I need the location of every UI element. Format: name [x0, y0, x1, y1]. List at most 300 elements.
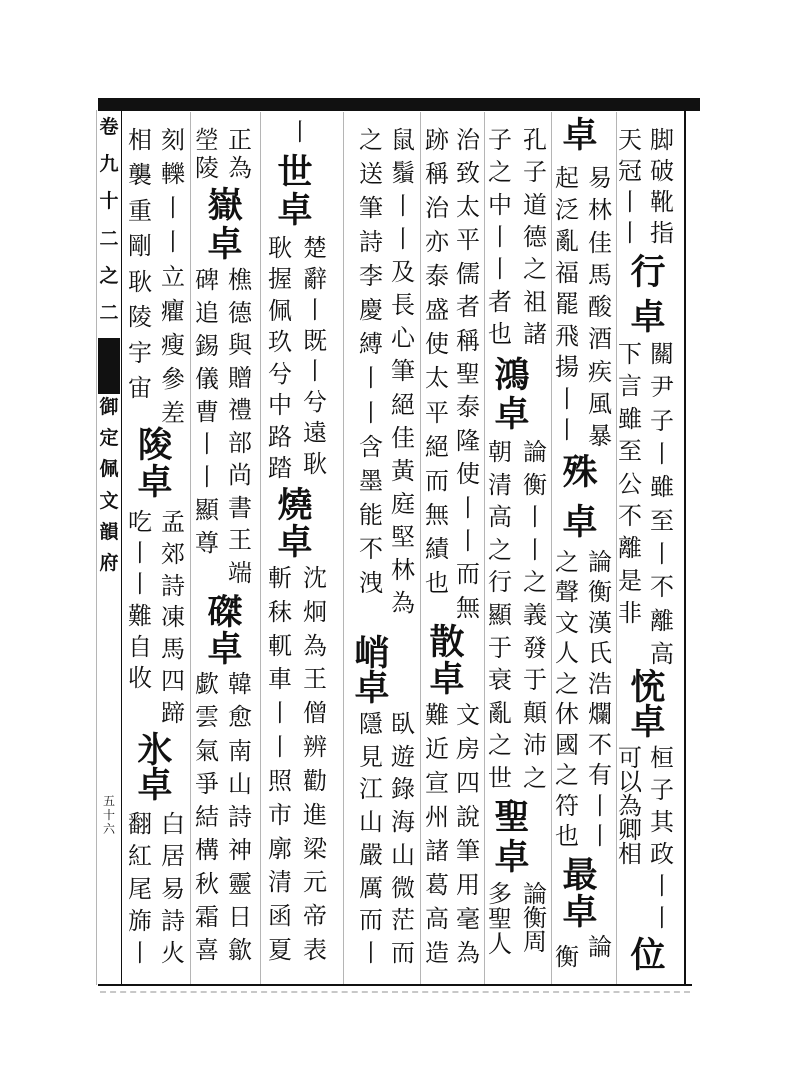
glyph: 筆 — [456, 837, 480, 865]
glyph: 氏 — [588, 639, 612, 668]
glyph: 丨 — [618, 188, 642, 216]
glyph: 卓 — [277, 522, 313, 563]
continuation-char — [285, 120, 315, 148]
glyph: 清 — [268, 868, 292, 897]
glyph: 丨 — [650, 439, 674, 468]
glyph: 殊 — [562, 452, 598, 493]
glyph: 丨 — [456, 493, 480, 522]
glyph: 卓 — [429, 659, 465, 700]
headword — [273, 485, 317, 563]
glyph: 鼠 — [391, 126, 415, 154]
glyph: 丨 — [650, 539, 674, 568]
glyph: 車 — [268, 665, 292, 694]
bottom-border — [98, 984, 692, 986]
glyph: 于 — [523, 666, 547, 695]
glyph: 之 — [555, 761, 579, 790]
glyph: 定 — [99, 427, 119, 450]
glyph: 高 — [650, 639, 674, 668]
glyph: 也 — [555, 821, 579, 850]
glyph: 人 — [555, 639, 579, 668]
glyph: 丨 — [523, 535, 547, 564]
glyph: 送 — [359, 160, 383, 189]
glyph: 堅 — [391, 522, 415, 551]
glyph: 衡 — [588, 578, 612, 607]
glyph: 其 — [650, 808, 674, 836]
glyph: 國 — [555, 730, 579, 759]
glyph: 酸 — [588, 293, 612, 321]
glyph: 不 — [650, 573, 674, 602]
headword — [626, 667, 670, 743]
glyph: 卓 — [354, 668, 390, 709]
annotation-right — [585, 550, 615, 848]
glyph: 無 — [456, 593, 480, 622]
glyph: 四 — [161, 667, 185, 696]
glyph: 風 — [588, 389, 612, 418]
glyph: 宣 — [425, 769, 449, 797]
glyph: 卓 — [562, 892, 598, 933]
glyph: 中 — [488, 190, 512, 219]
glyph: 聖 — [456, 359, 480, 388]
glyph: 峭 — [354, 633, 390, 674]
glyph: 丨 — [161, 194, 185, 223]
glyph: 照 — [268, 766, 292, 795]
glyph: 泛 — [555, 195, 579, 224]
glyph: 用 — [456, 871, 480, 899]
glyph: 沈 — [303, 564, 327, 592]
glyph: 之 — [488, 158, 512, 187]
glyph: 德 — [523, 222, 547, 251]
annotation-right — [520, 882, 550, 954]
glyph: 孟 — [161, 508, 185, 536]
glyph: 使 — [425, 330, 449, 359]
glyph: 火 — [161, 939, 185, 967]
glyph: 丨 — [161, 228, 185, 257]
glyph: 帝 — [303, 902, 327, 931]
glyph: 耿 — [303, 449, 327, 478]
glyph: 陖 — [137, 425, 173, 466]
glyph: 結 — [195, 803, 219, 831]
annotation-right — [225, 128, 255, 180]
glyph: 離 — [650, 606, 674, 635]
glyph: 亂 — [555, 227, 579, 255]
glyph: 有 — [588, 761, 612, 790]
glyph: 鴻 — [494, 355, 530, 396]
glyph: 行 — [488, 568, 512, 597]
glyph: 德 — [228, 298, 252, 327]
annotation-left — [356, 712, 386, 965]
annotation-right — [158, 128, 188, 425]
glyph: 丨 — [523, 503, 547, 532]
glyph: 斬 — [268, 564, 292, 592]
glyph: 亦 — [425, 228, 449, 257]
glyph: 陵 — [128, 303, 152, 332]
column-rule — [420, 112, 421, 984]
glyph: 諸 — [425, 837, 449, 865]
top-border-bar — [98, 98, 700, 111]
annotation-right — [158, 510, 188, 725]
glyph: 元 — [303, 868, 327, 897]
glyph: 丨 — [555, 384, 579, 413]
glyph: 丨 — [650, 872, 674, 900]
annotation-left — [552, 550, 582, 848]
glyph: 紅 — [128, 842, 152, 871]
glyph: 洩 — [359, 568, 383, 597]
annotation-left — [125, 812, 155, 965]
glyph: 絕 — [425, 432, 449, 461]
outer-left-edge — [96, 110, 97, 985]
glyph: 泰 — [456, 393, 480, 422]
glyph: 人 — [488, 930, 512, 958]
glyph: 禮 — [228, 396, 252, 425]
glyph: 為 — [228, 154, 252, 182]
glyph: 構 — [195, 836, 219, 865]
column-rule — [190, 112, 191, 984]
glyph: 襲 — [128, 161, 152, 190]
glyph: 耿 — [268, 234, 292, 262]
glyph: 而 — [456, 560, 480, 589]
glyph: 軏 — [268, 631, 292, 660]
glyph: 于 — [488, 633, 512, 662]
glyph: 為 — [303, 631, 327, 660]
annotation-right — [388, 128, 418, 615]
glyph: 酒 — [588, 325, 612, 354]
annotation-left — [192, 672, 222, 962]
glyph: 臥 — [391, 710, 415, 738]
glyph: 差 — [161, 399, 185, 427]
glyph: 王 — [303, 665, 327, 694]
glyph: 進 — [303, 800, 327, 829]
annotation-right — [585, 166, 615, 448]
glyph: 丨 — [588, 821, 612, 850]
glyph: 而 — [425, 466, 449, 495]
glyph: 厲 — [359, 873, 383, 902]
glyph: 無 — [425, 500, 449, 529]
annotation-right — [225, 672, 255, 962]
glyph: 兮 — [303, 388, 327, 417]
annotation-right — [453, 128, 483, 620]
headword — [626, 252, 670, 338]
glyph: 論 — [588, 548, 612, 576]
glyph: 疾 — [588, 357, 612, 386]
glyph: 秣 — [268, 597, 292, 626]
glyph: 儀 — [195, 364, 219, 393]
glyph: 瘦 — [161, 330, 185, 359]
glyph: 亂 — [488, 698, 512, 727]
glyph: 蹄 — [161, 698, 185, 727]
glyph: 炯 — [303, 597, 327, 626]
glyph: 使 — [456, 460, 480, 489]
glyph: 歔 — [195, 670, 219, 698]
glyph: 丨 — [359, 398, 383, 427]
glyph: 陵 — [195, 154, 219, 182]
glyph: 中 — [268, 391, 292, 420]
glyph: 追 — [195, 298, 219, 327]
annotation-left — [485, 128, 515, 346]
glyph: 遠 — [303, 419, 327, 448]
glyph: 贈 — [228, 363, 252, 392]
glyph: 重 — [128, 196, 152, 225]
annotation-right — [647, 128, 677, 245]
glyph: 丨 — [650, 904, 674, 932]
headword — [133, 730, 177, 806]
glyph: 卓 — [562, 502, 598, 543]
glyph: 錄 — [391, 775, 415, 804]
glyph: 王 — [228, 526, 252, 555]
annotation-left — [192, 268, 222, 555]
glyph: 道 — [523, 190, 547, 219]
glyph: 冠 — [618, 157, 642, 185]
glyph: 卷 — [99, 116, 119, 138]
bottom-dashed-line — [100, 991, 690, 993]
glyph: 脚 — [650, 126, 674, 154]
glyph: 文 — [99, 489, 119, 512]
annotation-left — [485, 882, 515, 956]
annotation-right — [520, 128, 550, 346]
glyph: 雖 — [650, 473, 674, 502]
glyph: 曹 — [195, 397, 219, 426]
column-rule — [343, 112, 344, 984]
glyph: 立 — [161, 262, 185, 291]
glyph: 聖 — [488, 905, 512, 933]
headword — [558, 115, 602, 160]
glyph: 收 — [128, 663, 152, 692]
annotation-right — [158, 812, 188, 965]
glyph: 非 — [618, 599, 642, 627]
glyph: 治 — [425, 194, 449, 223]
glyph: 尊 — [195, 529, 219, 557]
glyph: 黃 — [391, 456, 415, 485]
headword — [626, 935, 670, 978]
glyph: 勸 — [303, 766, 327, 795]
glyph: 盛 — [425, 296, 449, 325]
glyph: 心 — [391, 324, 415, 353]
glyph: 筆 — [391, 357, 415, 386]
glyph: 毫 — [456, 905, 480, 933]
annotation-left — [422, 703, 452, 965]
glyph: 路 — [268, 422, 292, 451]
glyph: 山 — [359, 808, 383, 837]
glyph: 林 — [588, 196, 612, 225]
glyph: 丨 — [128, 539, 152, 568]
glyph: 也 — [425, 568, 449, 597]
glyph: 離 — [618, 534, 642, 563]
glyph: 論 — [523, 880, 547, 908]
glyph: 楚 — [303, 234, 327, 262]
glyph: 凍 — [161, 603, 185, 632]
glyph: 丨 — [128, 570, 152, 599]
glyph: 與 — [228, 331, 252, 360]
glyph: 僧 — [303, 699, 327, 728]
glyph: 關 — [650, 340, 674, 368]
glyph: 自 — [128, 632, 152, 661]
glyph: 嚴 — [359, 840, 383, 869]
annotation-left — [356, 128, 386, 595]
glyph: 丨 — [195, 430, 219, 459]
headword — [558, 452, 602, 543]
glyph: 易 — [161, 874, 185, 903]
glyph: 稱 — [425, 160, 449, 189]
glyph: 房 — [456, 735, 480, 763]
glyph: 文 — [456, 701, 480, 729]
glyph: 慶 — [359, 296, 383, 325]
glyph: 也 — [488, 319, 512, 348]
headword — [133, 425, 177, 503]
annotation-left — [192, 128, 222, 180]
glyph: 清 — [488, 470, 512, 499]
glyph: 丨 — [268, 699, 292, 728]
glyph: 辨 — [303, 733, 327, 762]
glyph: 義 — [523, 600, 547, 629]
annotation-left — [265, 566, 295, 962]
glyph: 易 — [588, 164, 612, 192]
glyph: 爛 — [588, 700, 612, 729]
glyph: 卓 — [562, 115, 598, 156]
glyph: 之 — [488, 731, 512, 760]
glyph: 函 — [268, 902, 292, 931]
glyph: 丨 — [488, 255, 512, 284]
glyph: 錫 — [195, 331, 219, 360]
glyph: 剛 — [128, 232, 152, 261]
glyph: 卓 — [494, 394, 530, 435]
glyph: 端 — [228, 558, 252, 587]
glyph: 佩 — [99, 458, 119, 481]
glyph: 喜 — [195, 936, 219, 964]
glyph: 筆 — [359, 194, 383, 223]
glyph: 飛 — [555, 321, 579, 350]
glyph: 李 — [359, 262, 383, 291]
glyph: 而 — [359, 906, 383, 935]
glyph: 刻 — [161, 126, 185, 154]
glyph: 十 — [102, 808, 115, 822]
glyph: 顯 — [488, 600, 512, 629]
glyph: 尚 — [228, 461, 252, 490]
glyph: 世 — [277, 152, 313, 193]
glyph: 儒 — [456, 259, 480, 288]
headword — [490, 355, 534, 435]
glyph: 靈 — [228, 869, 252, 898]
glyph: 論 — [523, 438, 547, 466]
glyph: 耿 — [128, 267, 152, 296]
glyph: 者 — [456, 293, 480, 322]
glyph: 丨 — [391, 225, 415, 254]
glyph: 宙 — [128, 373, 152, 402]
glyph: 為 — [391, 588, 415, 617]
glyph: 子 — [523, 158, 547, 187]
glyph: 㤝 — [630, 667, 666, 708]
glyph: 卓 — [137, 765, 173, 806]
glyph: 稱 — [456, 326, 480, 355]
glyph: 墨 — [359, 466, 383, 495]
glyph: 平 — [456, 226, 480, 255]
headword — [273, 152, 317, 231]
glyph: 韻 — [99, 520, 119, 543]
headword — [203, 592, 247, 670]
glyph: 子 — [650, 406, 674, 435]
glyph: 踏 — [268, 453, 292, 482]
glyph: 發 — [523, 633, 547, 662]
annotation-right — [585, 935, 615, 961]
headword — [203, 185, 247, 265]
glyph: 下 — [618, 340, 642, 368]
glyph: 日 — [228, 902, 252, 931]
glyph: 林 — [391, 555, 415, 584]
glyph: 白 — [161, 810, 185, 838]
headword — [490, 797, 534, 878]
glyph: 十 — [99, 190, 119, 213]
glyph: 造 — [425, 939, 449, 967]
glyph: 論 — [588, 933, 612, 961]
glyph: 詩 — [161, 906, 185, 935]
glyph: 子 — [650, 776, 674, 804]
glyph: 碑 — [195, 266, 219, 294]
glyph: 不 — [588, 730, 612, 759]
glyph: 御 — [99, 396, 119, 418]
annotation-right — [647, 746, 677, 930]
annotation-right — [300, 566, 330, 962]
glyph: 癯 — [161, 296, 185, 325]
glyph: 嶽 — [207, 185, 243, 226]
glyph: 丨 — [456, 527, 480, 556]
glyph: 丨 — [391, 192, 415, 221]
glyph: 爭 — [195, 769, 219, 798]
glyph: 見 — [359, 742, 383, 771]
glyph: 破 — [650, 157, 674, 185]
glyph: 握 — [268, 265, 292, 294]
glyph: 之 — [555, 548, 579, 576]
glyph: 衡 — [555, 943, 579, 971]
glyph: 言 — [618, 372, 642, 401]
glyph: 絕 — [391, 390, 415, 419]
glyph: 燒 — [277, 485, 313, 526]
glyph: 近 — [425, 735, 449, 763]
glyph: 靴 — [650, 188, 674, 216]
headword — [558, 855, 602, 933]
volume-label — [98, 118, 120, 323]
glyph: 以 — [618, 768, 642, 796]
right-border — [684, 100, 686, 986]
glyph: 為 — [456, 939, 480, 967]
glyph: 祖 — [523, 287, 547, 316]
glyph: 休 — [555, 700, 579, 729]
glyph: 隱 — [359, 710, 383, 738]
annotation-right — [388, 712, 418, 965]
glyph: 丨 — [618, 219, 642, 247]
glyph: 轢 — [161, 160, 185, 189]
glyph: 福 — [555, 258, 579, 287]
glyph: 至 — [650, 506, 674, 535]
glyph: 氣 — [195, 736, 219, 765]
glyph: 部 — [228, 428, 252, 457]
glyph: 隆 — [456, 426, 480, 455]
annotation-left — [485, 440, 515, 790]
annotation-right — [520, 440, 550, 790]
glyph: 丨 — [359, 364, 383, 393]
glyph: 梁 — [303, 834, 327, 863]
glyph: 樵 — [228, 266, 252, 294]
glyph: 玖 — [268, 328, 292, 357]
margin-divider — [121, 110, 122, 985]
glyph: 書 — [228, 493, 252, 522]
glyph: 歙 — [228, 936, 252, 964]
glyph: 雖 — [618, 404, 642, 433]
glyph: 南 — [228, 736, 252, 765]
glyph: 浩 — [588, 669, 612, 698]
glyph: 公 — [618, 469, 642, 498]
glyph: 神 — [228, 836, 252, 865]
annotation-right — [225, 268, 255, 585]
glyph: 高 — [488, 503, 512, 532]
glyph: 之 — [555, 669, 579, 698]
